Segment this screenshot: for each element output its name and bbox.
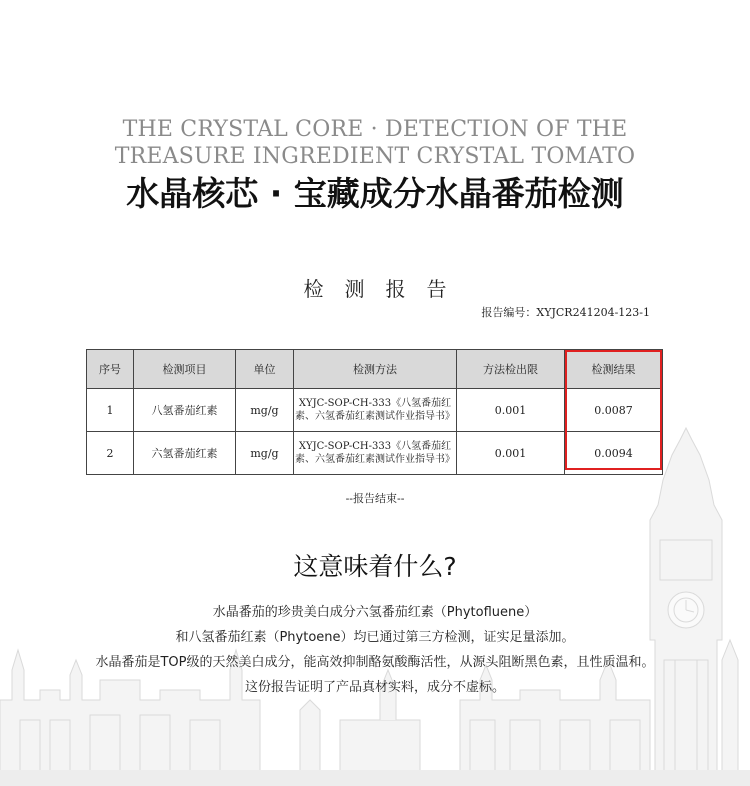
cell-no: 2 xyxy=(87,432,134,475)
description-line: 和八氢番茄红素（Phytoene）均已通过第三方检测，证实足量添加。 xyxy=(175,630,575,645)
description-line: 水晶番茄是TOP级的天然美白成分，能高效抑制酪氨酸酶活性，从源头阻断黑色素，且性质温和。 xyxy=(95,655,655,670)
column-header-limit: 方法检出限 xyxy=(457,350,565,389)
result-highlight-box xyxy=(565,350,662,470)
cell-limit: 0.001 xyxy=(457,432,565,475)
cell-result: 0.0087 xyxy=(565,389,663,432)
report-end-note: --报告结束-- xyxy=(345,492,405,505)
column-header-method: 检测方法 xyxy=(294,350,457,389)
cell-limit: 0.001 xyxy=(457,389,565,432)
english-title-line-1: THE CRYSTAL CORE · DETECTION OF THE xyxy=(122,117,628,142)
cell-method: XYJC-SOP-CH-333《八氢番茄红素、六氢番茄红素测试作业指导书》 xyxy=(294,432,457,475)
description-line: 水晶番茄的珍贵美白成分六氢番茄红素（Phytofluene） xyxy=(212,605,538,620)
column-header-item: 检测项目 xyxy=(134,350,236,389)
cell-result: 0.0094 xyxy=(565,432,663,475)
column-header-unit: 单位 xyxy=(236,350,294,389)
cell-unit: mg/g xyxy=(236,389,294,432)
cell-item: 八氢番茄红素 xyxy=(134,389,236,432)
question-heading: 这意味着什么? xyxy=(293,552,457,581)
cell-unit: mg/g xyxy=(236,432,294,475)
report-number: 报告编号：XYJCR241204-123-1 xyxy=(481,306,650,319)
column-header-no: 序号 xyxy=(87,350,134,389)
chinese-title: 水晶核芯 · 宝藏成分水晶番茄检测 xyxy=(126,174,624,213)
column-header-result: 检测结果 xyxy=(565,350,663,389)
cell-no: 1 xyxy=(87,389,134,432)
cell-method: XYJC-SOP-CH-333《八氢番茄红素、六氢番茄红素测试作业指导书》 xyxy=(294,389,457,432)
description-line: 这份报告证明了产品真材实料，成分不虚标。 xyxy=(244,680,505,695)
english-title-line-2: TREASURE INGREDIENT CRYSTAL TOMATO xyxy=(114,144,636,169)
cell-item: 六氢番茄红素 xyxy=(134,432,236,475)
report-heading: 检测报告 xyxy=(303,277,468,301)
